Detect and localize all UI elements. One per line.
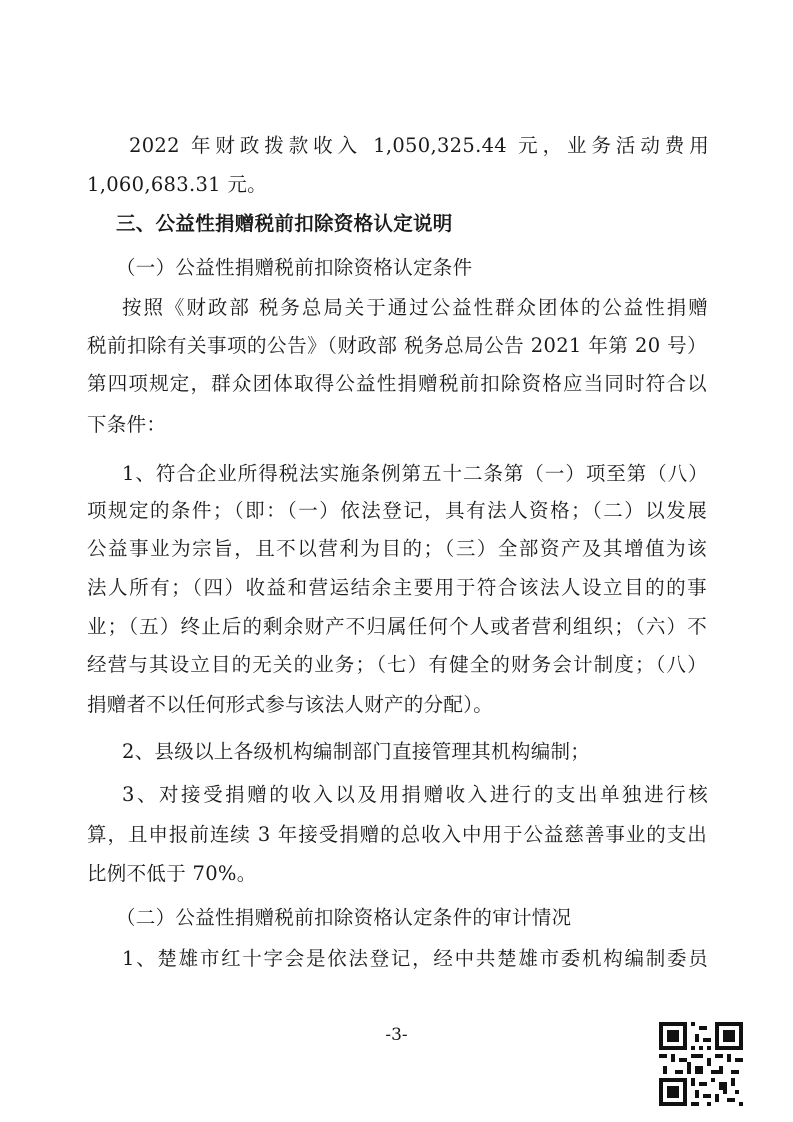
paragraph-line: 税前扣除有关事项的公告》（财政部 税务总局公告 2021 年第 20 号） [87, 334, 707, 357]
paragraph-line: 按照《财政部 税务总局关于通过公益性群众团体的公益性捐赠 [122, 296, 708, 319]
qr-code-icon [659, 1022, 743, 1106]
paragraph-line: 2、县级以上各级机构编制部门直接管理其机构编制； [122, 740, 591, 763]
page-number: -3- [385, 1025, 408, 1045]
paragraph-line: 第四项规定，群众团体取得公益性捐赠税前扣除资格应当同时符合以 [87, 372, 707, 395]
paragraph-line: 下条件： [87, 413, 167, 436]
paragraph-line: 2022 年财政拨款收入 1,050,325.44 元，业务活动费用 [129, 134, 709, 157]
paragraph-line: 1,060,683.31 元。 [87, 173, 267, 196]
paragraph-line: 比例不低于 70%。 [87, 862, 257, 885]
paragraph-line: 3、对接受捐赠的收入以及用捐赠收入进行的支出单独进行核 [122, 783, 708, 806]
paragraph-line: 公益事业为宗旨，且不以营利为目的；（三）全部资产及其增值为该 [87, 537, 707, 560]
paragraph-line: 1、楚雄市红十字会是依法登记，经中共楚雄市委机构编制委员 [122, 947, 708, 970]
paragraph-line: 经营与其设立目的无关的业务；（七）有健全的财务会计制度；（八） [87, 653, 707, 676]
paragraph-line: 算，且申报前连续 3 年接受捐赠的总收入中用于公益慈善事业的支出 [87, 823, 707, 846]
paragraph-line: 捐赠者不以任何形式参与该法人财产的分配）。 [87, 693, 494, 716]
section-heading: 三、公益性捐赠税前扣除资格认定说明 [116, 212, 453, 235]
subsection-heading: （一）公益性捐赠税前扣除资格认定条件 [116, 256, 473, 279]
paragraph-line: 项规定的条件；（即：（一）依法登记，具有法人资格；（二）以发展 [87, 499, 707, 522]
paragraph-line: 1、符合企业所得税法实施条例第五十二条第（一）项至第（八） [122, 462, 708, 485]
paragraph-line: 法人所有；（四）收益和营运结余主要用于符合该法人设立目的的事 [87, 576, 707, 599]
subsection-heading: （二）公益性捐赠税前扣除资格认定条件的审计情况 [116, 906, 572, 929]
paragraph-line: 业；（五）终止后的剩余财产不归属任何个人或者营利组织；（六）不 [87, 615, 707, 638]
